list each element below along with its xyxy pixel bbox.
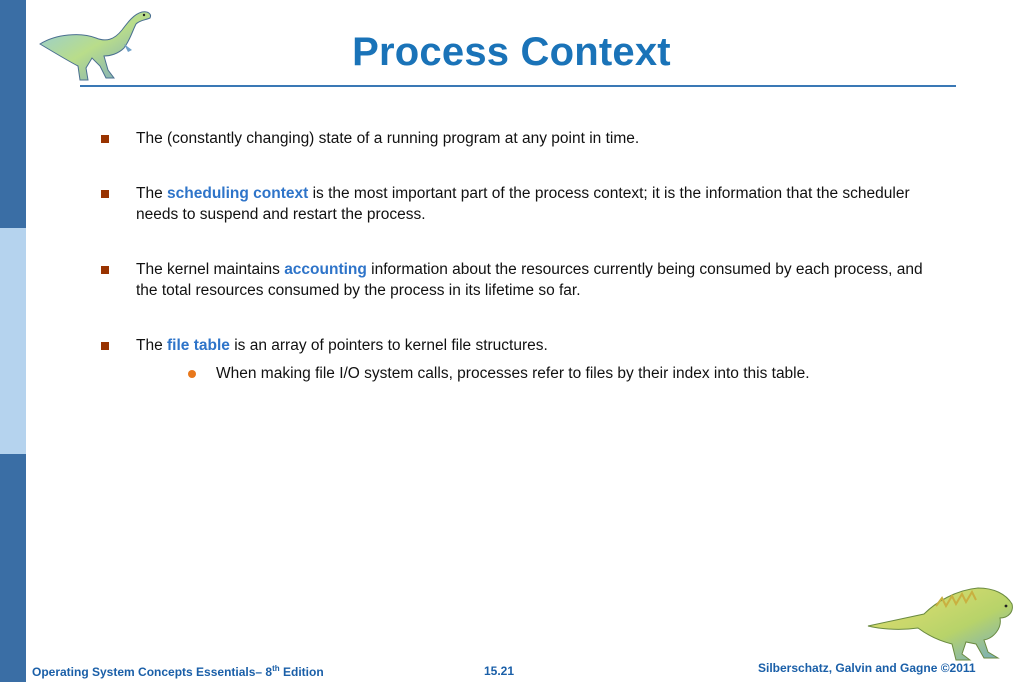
highlighted-term: accounting xyxy=(284,261,367,278)
footer-authors: Silberschatz, Galvin and Gagne ©2011 xyxy=(758,661,976,675)
sub-bullet-text: When making file I/O system calls, processes refer to files by their index into this table. xyxy=(216,365,810,382)
slide-title: Process Context xyxy=(352,30,671,74)
square-bullet-icon xyxy=(101,135,109,143)
bullet-text: The kernel maintains xyxy=(136,261,285,278)
square-bullet-icon xyxy=(101,266,109,274)
footer-book-title-text: Operating System Concepts Essentials– 8 xyxy=(32,665,273,679)
footer-slide-number: 15.21 xyxy=(484,664,515,678)
bullet-item xyxy=(98,335,928,384)
bullet-text: is the most important part of the process context; it is the information that the scheduler needs to suspend and restart the process. xyxy=(136,185,910,223)
highlighted-term: file table xyxy=(167,337,230,354)
bullet-text: is an array of pointers to kernel file structures. xyxy=(229,337,548,354)
square-bullet-icon xyxy=(101,190,109,198)
bullet-text: The (constantly changing) state of a running program at any point in time. xyxy=(136,130,640,147)
left-sidebar-bar xyxy=(0,0,26,682)
footer-edition-superscript: th xyxy=(272,664,280,673)
square-bullet-icon xyxy=(101,342,109,350)
footer-edition-text: Edition xyxy=(279,665,324,679)
dinosaur-icon xyxy=(866,582,1016,662)
bullet-item xyxy=(98,128,928,149)
sub-bullet-item xyxy=(136,363,928,384)
bullet-text: The xyxy=(136,185,168,202)
bullet-item xyxy=(98,183,928,225)
bullet-list xyxy=(98,128,928,384)
title-divider xyxy=(80,85,956,87)
sidebar-band-bottom xyxy=(0,454,26,682)
round-bullet-icon xyxy=(188,370,196,378)
bullet-text: information about the resources currently being consumed by each process, and the total resources consumed by the process in its lifetime so far. xyxy=(136,261,923,299)
footer-book-title xyxy=(32,664,324,679)
highlighted-term: scheduling context xyxy=(167,185,309,202)
sidebar-band-middle xyxy=(0,228,26,454)
bullet-item xyxy=(98,259,928,301)
bullet-text: The xyxy=(136,337,168,354)
